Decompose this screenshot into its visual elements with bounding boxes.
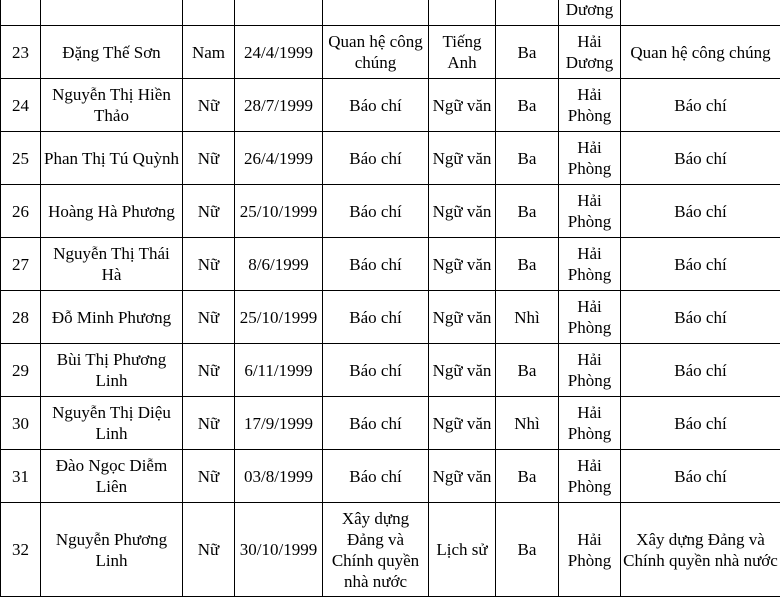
cell-name: Đào Ngọc Diễm Liên <box>41 450 183 503</box>
cell-dob: 8/6/1999 <box>235 238 323 291</box>
cell-subject: Tiếng Anh <box>429 26 496 79</box>
table-row-partial <box>1 0 780 26</box>
cell-name: Bùi Thị Phương Linh <box>41 344 183 397</box>
cell-stt: 25 <box>1 132 41 185</box>
table-row <box>1 450 780 503</box>
table-row <box>1 397 780 450</box>
cell-gender: Nữ <box>183 344 235 397</box>
cell-dob: 26/4/1999 <box>235 132 323 185</box>
cell-subject: Ngữ văn <box>429 132 496 185</box>
cell-gender: Nữ <box>183 238 235 291</box>
cell-stt: 30 <box>1 397 41 450</box>
cell-subject <box>429 0 496 26</box>
cell-name <box>41 0 183 26</box>
cell-subject: Ngữ văn <box>429 79 496 132</box>
cell-gender: Nữ <box>183 132 235 185</box>
cell-rank: Ba <box>496 344 559 397</box>
cell-stt: 31 <box>1 450 41 503</box>
cell-major: Báo chí <box>323 397 429 450</box>
cell-rank: Nhì <box>496 291 559 344</box>
table-row <box>1 79 780 132</box>
cell-name: Phan Thị Tú Quỳnh <box>41 132 183 185</box>
cell-name: Hoàng Hà Phương <box>41 185 183 238</box>
cell-gender: Nữ <box>183 450 235 503</box>
cell-major: Báo chí <box>323 344 429 397</box>
cell-rank: Ba <box>496 238 559 291</box>
cell-province: Hải Phòng <box>559 291 621 344</box>
cell-dob: 6/11/1999 <box>235 344 323 397</box>
cell-major: Báo chí <box>323 238 429 291</box>
cell-major: Báo chí <box>323 291 429 344</box>
cell-gender: Nữ <box>183 185 235 238</box>
cell-major: Xây dựng Đảng và Chính quyền nhà nước <box>323 503 429 597</box>
cell-stt: 23 <box>1 26 41 79</box>
cell-subject: Ngữ văn <box>429 291 496 344</box>
cell-stt: 27 <box>1 238 41 291</box>
cell-province: Hải Phòng <box>559 238 621 291</box>
cell-rank: Ba <box>496 185 559 238</box>
cell-major: Báo chí <box>323 132 429 185</box>
cell-rank: Ba <box>496 503 559 597</box>
cell-dob: 17/9/1999 <box>235 397 323 450</box>
table-row <box>1 132 780 185</box>
cell-name: Nguyễn Phương Linh <box>41 503 183 597</box>
cell-name: Nguyễn Thị Hiền Thảo <box>41 79 183 132</box>
cell-rank: Ba <box>496 79 559 132</box>
cell-province: Dương <box>559 0 621 26</box>
cell-assigned: Báo chí <box>621 291 780 344</box>
cell-rank <box>496 0 559 26</box>
cell-dob: 25/10/1999 <box>235 291 323 344</box>
table-row <box>1 238 780 291</box>
cell-rank: Ba <box>496 132 559 185</box>
cell-province: Hải Phòng <box>559 503 621 597</box>
cell-dob: 24/4/1999 <box>235 26 323 79</box>
cell-rank: Ba <box>496 450 559 503</box>
cell-stt: 24 <box>1 79 41 132</box>
cell-gender: Nữ <box>183 397 235 450</box>
cell-stt: 26 <box>1 185 41 238</box>
cell-name: Đỗ Minh Phương <box>41 291 183 344</box>
cell-stt: 28 <box>1 291 41 344</box>
cell-major: Báo chí <box>323 450 429 503</box>
cell-assigned: Báo chí <box>621 344 780 397</box>
cell-stt: 32 <box>1 503 41 597</box>
cell-gender <box>183 0 235 26</box>
cell-dob: 25/10/1999 <box>235 185 323 238</box>
cell-assigned: Xây dựng Đảng và Chính quyền nhà nước <box>621 503 780 597</box>
cell-rank: Ba <box>496 26 559 79</box>
cell-assigned: Báo chí <box>621 238 780 291</box>
table-row <box>1 291 780 344</box>
cell-gender: Nữ <box>183 291 235 344</box>
cell-stt: 29 <box>1 344 41 397</box>
cell-subject: Ngữ văn <box>429 238 496 291</box>
cell-province: Hải Phòng <box>559 185 621 238</box>
cell-province: Hải Phòng <box>559 79 621 132</box>
cell-gender: Nữ <box>183 79 235 132</box>
cell-major: Quan hệ công chúng <box>323 26 429 79</box>
cell-province: Hải Phòng <box>559 132 621 185</box>
cell-dob: 03/8/1999 <box>235 450 323 503</box>
cell-assigned: Báo chí <box>621 185 780 238</box>
cell-gender: Nữ <box>183 503 235 597</box>
cell-dob: 30/10/1999 <box>235 503 323 597</box>
cell-subject: Ngữ văn <box>429 344 496 397</box>
table-row <box>1 344 780 397</box>
table-row <box>1 185 780 238</box>
table-row <box>1 26 780 79</box>
cell-assigned: Báo chí <box>621 397 780 450</box>
cell-stt <box>1 0 41 26</box>
cell-subject: Ngữ văn <box>429 450 496 503</box>
cell-name: Nguyễn Thị Thái Hà <box>41 238 183 291</box>
cell-subject: Ngữ văn <box>429 397 496 450</box>
cell-major: Báo chí <box>323 185 429 238</box>
cell-province: Hải Dương <box>559 26 621 79</box>
cell-assigned <box>621 0 780 26</box>
cell-rank: Nhì <box>496 397 559 450</box>
cell-name: Đặng Thế Sơn <box>41 26 183 79</box>
cell-gender: Nam <box>183 26 235 79</box>
table-row <box>1 503 780 597</box>
cell-major <box>323 0 429 26</box>
cell-assigned: Quan hệ công chúng <box>621 26 780 79</box>
cell-dob: 28/7/1999 <box>235 79 323 132</box>
cell-dob <box>235 0 323 26</box>
cell-assigned: Báo chí <box>621 132 780 185</box>
cell-province: Hải Phòng <box>559 450 621 503</box>
cell-subject: Ngữ văn <box>429 185 496 238</box>
cell-major: Báo chí <box>323 79 429 132</box>
cell-name: Nguyễn Thị Diệu Linh <box>41 397 183 450</box>
cell-assigned: Báo chí <box>621 79 780 132</box>
cell-province: Hải Phòng <box>559 397 621 450</box>
cell-subject: Lịch sử <box>429 503 496 597</box>
cell-assigned: Báo chí <box>621 450 780 503</box>
cell-province: Hải Phòng <box>559 344 621 397</box>
